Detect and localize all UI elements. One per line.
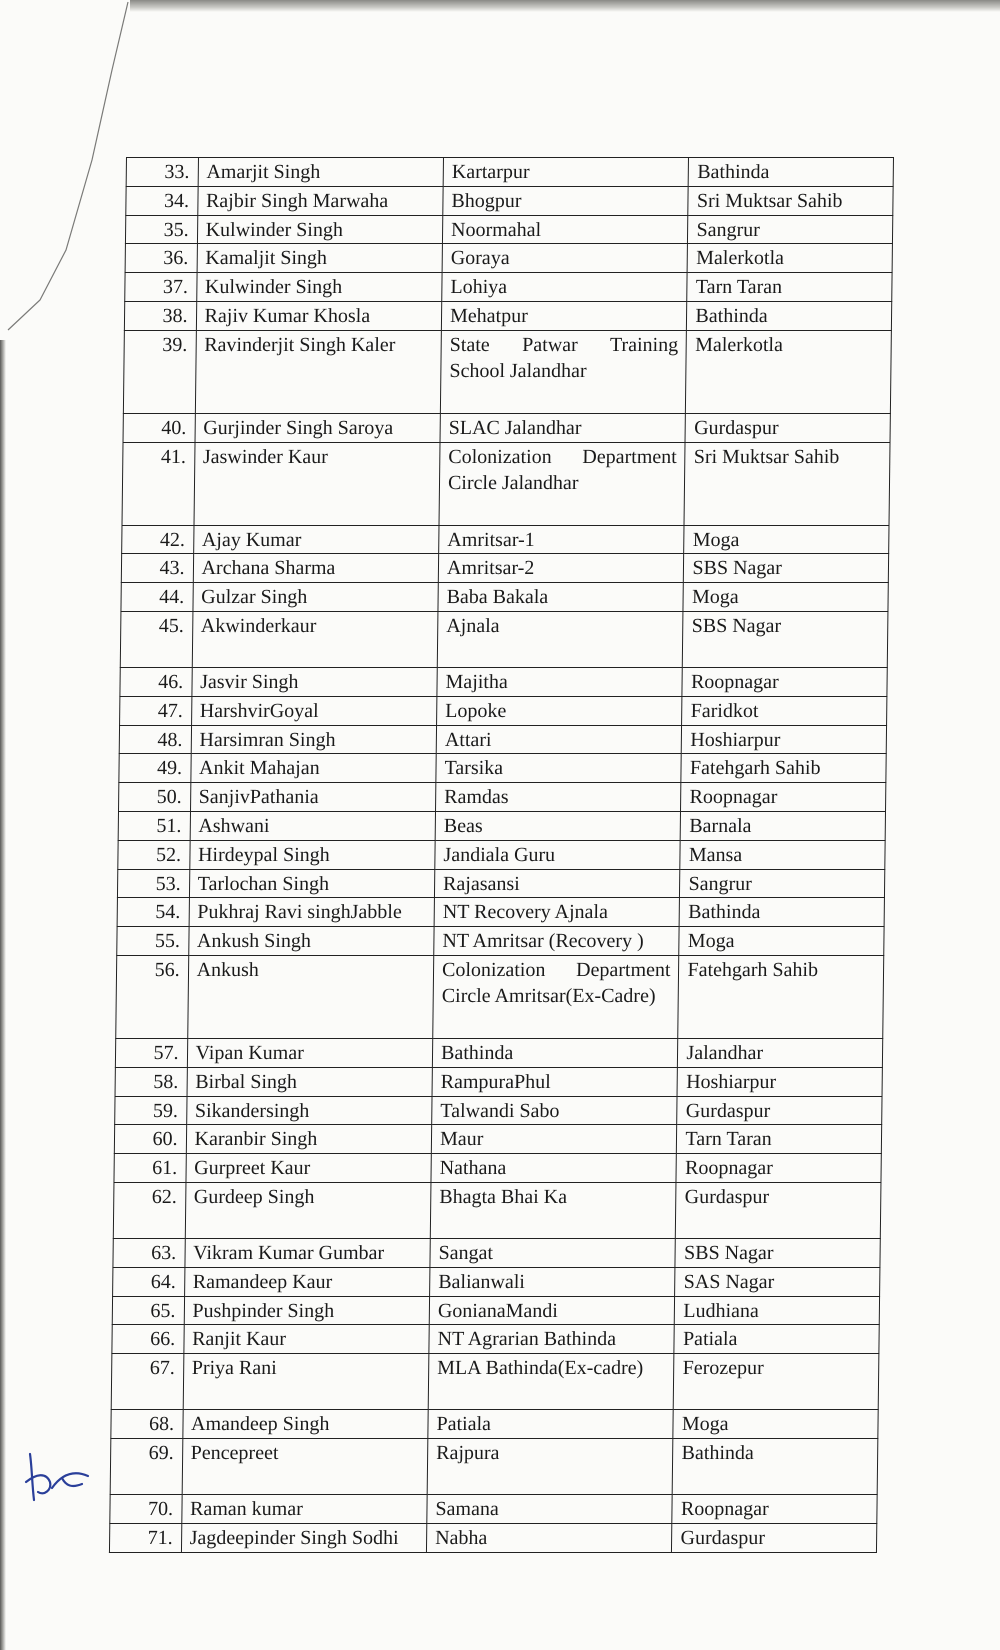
- employee-name: Ajay Kumar: [193, 525, 439, 554]
- scan-shadow-top: [130, 0, 1000, 12]
- serial-number: 64.: [113, 1267, 185, 1296]
- serial-number: 55.: [117, 927, 189, 956]
- serial-number: 34.: [126, 186, 198, 215]
- serial-number: 50.: [119, 783, 191, 812]
- paper-fold-line: [0, 0, 140, 340]
- serial-number: 38.: [124, 301, 196, 330]
- table-row: [122, 525, 889, 554]
- table-row: [120, 667, 887, 696]
- posted-from: Ajnala: [437, 611, 683, 667]
- employee-name: Sikandersingh: [186, 1096, 432, 1125]
- posted-from: Ramdas: [436, 783, 682, 812]
- employee-name: Pushpinder Singh: [184, 1296, 430, 1325]
- table-row: [117, 869, 884, 898]
- serial-number: 53.: [117, 869, 189, 898]
- table-row: [112, 1325, 879, 1354]
- posted-from: Bhagta Bhai Ka: [430, 1182, 676, 1238]
- serial-number: 58.: [115, 1067, 187, 1096]
- employee-name: Akwinderkaur: [192, 611, 438, 667]
- table-row: [112, 1296, 879, 1325]
- table-row: [119, 783, 886, 812]
- posted-from: Nathana: [431, 1154, 677, 1183]
- employee-name: Jagdeepinder Singh Sodhi: [181, 1523, 427, 1552]
- serial-number: 51.: [118, 811, 190, 840]
- handwritten-initials: [22, 1448, 92, 1508]
- posted-from: Rajasansi: [434, 869, 680, 898]
- table-row: [124, 301, 891, 330]
- employee-name: Raman kumar: [181, 1494, 427, 1523]
- posted-from: Goraya: [442, 244, 688, 273]
- posted-from: GonianaMandi: [429, 1296, 675, 1325]
- table-row: [117, 927, 884, 956]
- employee-name: Hirdeypal Singh: [189, 840, 435, 869]
- posted-from: Lopoke: [437, 696, 683, 725]
- table-row: [126, 158, 893, 187]
- posted-to: Roopnagar: [681, 783, 886, 812]
- posted-to: Sri Muktsar Sahib: [684, 442, 890, 525]
- posted-from: Tarsika: [436, 754, 682, 783]
- serial-number: 44.: [121, 583, 193, 612]
- posted-to: Moga: [679, 927, 884, 956]
- serial-number: 33.: [126, 158, 198, 187]
- posted-from: NT Recovery Ajnala: [434, 898, 680, 927]
- posted-to: Jalandhar: [678, 1038, 883, 1067]
- serial-number: 46.: [120, 667, 192, 696]
- posted-from: Majitha: [437, 667, 683, 696]
- employee-name: Pencepreet: [182, 1438, 428, 1494]
- posted-from: NT Agrarian Bathinda: [429, 1325, 675, 1354]
- employee-name: Ankush Singh: [188, 927, 434, 956]
- posted-to: Fatehgarh Sahib: [681, 754, 886, 783]
- posted-to: Barnala: [681, 811, 886, 840]
- posted-to: Mansa: [680, 840, 885, 869]
- posted-from: Attari: [436, 725, 682, 754]
- posted-to: Gurdaspur: [685, 413, 890, 442]
- posted-to: Bathinda: [689, 158, 894, 187]
- table-row: [114, 1125, 881, 1154]
- table-row: [119, 754, 886, 783]
- posted-to: Sangrur: [680, 869, 885, 898]
- employee-name: Ranjit Kaur: [183, 1325, 429, 1354]
- posted-to: Hoshiarpur: [682, 725, 887, 754]
- employee-name: Ashwani: [190, 811, 436, 840]
- posted-from: Beas: [435, 811, 681, 840]
- employee-name: Ankit Mahajan: [190, 754, 436, 783]
- employee-name: Gurdeep Singh: [185, 1182, 431, 1238]
- scan-shadow-left: [0, 340, 6, 1650]
- posted-to: Faridkot: [682, 696, 887, 725]
- posted-to: Hoshiarpur: [677, 1067, 882, 1096]
- posted-to: Moga: [684, 525, 889, 554]
- posted-to: Patiala: [674, 1325, 879, 1354]
- posted-from: Amritsar-2: [438, 554, 684, 583]
- serial-number: 41.: [122, 442, 195, 525]
- serial-number: 60.: [114, 1125, 186, 1154]
- posted-from: Talwandi Sabo: [432, 1096, 678, 1125]
- employee-name: Kulwinder Singh: [196, 273, 442, 302]
- posted-to: Gurdaspur: [676, 1182, 881, 1238]
- employee-name: Rajbir Singh Marwaha: [197, 186, 443, 215]
- employee-name: Vikram Kumar Gumbar: [185, 1238, 431, 1267]
- serial-number: 35.: [125, 215, 197, 244]
- employee-name: Amarjit Singh: [198, 158, 444, 187]
- table-row: [115, 1067, 882, 1096]
- posted-to: Malerkotla: [688, 244, 893, 273]
- serial-number: 56.: [116, 955, 189, 1038]
- posted-to: SAS Nagar: [675, 1267, 880, 1296]
- table-row: [123, 413, 890, 442]
- employee-name: HarshvirGoyal: [191, 696, 437, 725]
- posted-to: Bathinda: [687, 301, 892, 330]
- serial-number: 49.: [119, 754, 191, 783]
- posted-to: Ferozepur: [674, 1354, 879, 1410]
- employee-name: Kulwinder Singh: [197, 215, 443, 244]
- posted-from: Amritsar-1: [439, 525, 685, 554]
- serial-number: 48.: [119, 725, 191, 754]
- table-row: [120, 696, 887, 725]
- employee-name: Amandeep Singh: [182, 1410, 428, 1439]
- posted-to: Tarn Taran: [677, 1125, 882, 1154]
- serial-number: 52.: [118, 840, 190, 869]
- employee-name: Priya Rani: [183, 1354, 429, 1410]
- table-row: [113, 1238, 880, 1267]
- serial-number: 43.: [121, 554, 193, 583]
- employee-name: Harsimran Singh: [191, 725, 437, 754]
- posted-to: Moga: [673, 1410, 878, 1439]
- posted-from: SLAC Jalandhar: [440, 413, 686, 442]
- employee-name: Karanbir Singh: [186, 1125, 432, 1154]
- posted-from: Nabha: [426, 1523, 672, 1552]
- employee-name: Rajiv Kumar Khosla: [196, 301, 442, 330]
- serial-number: 63.: [113, 1238, 185, 1267]
- serial-number: 37.: [125, 273, 197, 302]
- employee-name: Ravinderjit Singh Kaler: [195, 330, 441, 413]
- serial-number: 39.: [123, 330, 196, 413]
- employee-name: Ramandeep Kaur: [184, 1267, 430, 1296]
- posted-from: Patiala: [428, 1410, 674, 1439]
- table-row: [115, 1096, 882, 1125]
- serial-number: 67.: [111, 1354, 183, 1410]
- table-row: [110, 1494, 877, 1523]
- posted-from: Mehatpur: [441, 301, 687, 330]
- serial-number: 54.: [117, 898, 189, 927]
- table-row: [123, 330, 891, 413]
- posted-from: Colonization Department Circle Jalandhar: [439, 442, 685, 525]
- posted-to: Fatehgarh Sahib: [678, 955, 884, 1038]
- posted-to: Roopnagar: [672, 1494, 877, 1523]
- posted-to: Ludhiana: [675, 1296, 880, 1325]
- posted-from: Kartarpur: [443, 158, 689, 187]
- posted-to: SBS Nagar: [683, 611, 888, 667]
- posted-from: Bathinda: [432, 1038, 678, 1067]
- posted-from: RampuraPhul: [432, 1067, 678, 1096]
- serial-number: 61.: [114, 1154, 186, 1183]
- posted-to: Gurdaspur: [672, 1523, 877, 1552]
- posted-from: Rajpura: [427, 1438, 673, 1494]
- employee-name: Gurpreet Kaur: [186, 1154, 432, 1183]
- employee-name: Ankush: [187, 955, 433, 1038]
- posted-to: Tarn Taran: [687, 273, 892, 302]
- serial-number: 59.: [115, 1096, 187, 1125]
- posted-to: Bathinda: [680, 898, 885, 927]
- employee-name: Pukhraj Ravi singhJabble: [189, 898, 435, 927]
- table-row: [111, 1354, 879, 1410]
- posted-to: Malerkotla: [686, 330, 892, 413]
- table-row: [114, 1154, 881, 1183]
- serial-number: 45.: [120, 611, 192, 667]
- posted-from: Balianwali: [430, 1267, 676, 1296]
- table-row: [120, 611, 888, 667]
- serial-number: 65.: [112, 1296, 184, 1325]
- table-row: [125, 273, 892, 302]
- posted-to: Roopnagar: [676, 1154, 881, 1183]
- posted-from: Sangat: [430, 1238, 676, 1267]
- employee-name: Gurjinder Singh Saroya: [195, 413, 441, 442]
- posted-to: Moga: [683, 583, 888, 612]
- posted-to: Sri Muktsar Sahib: [688, 186, 893, 215]
- posted-from: NT Amritsar (Recovery ): [434, 927, 680, 956]
- posted-from: State Patwar Training School Jalandhar: [440, 330, 686, 413]
- table-row: [111, 1410, 878, 1439]
- table-row: [125, 215, 892, 244]
- serial-number: 62.: [113, 1182, 185, 1238]
- employee-name: Archana Sharma: [193, 554, 439, 583]
- serial-number: 40.: [123, 413, 195, 442]
- serial-number: 69.: [110, 1438, 182, 1494]
- posted-from: MLA Bathinda(Ex-cadre): [428, 1354, 674, 1410]
- posted-from: Noormahal: [442, 215, 688, 244]
- serial-number: 36.: [125, 244, 197, 273]
- table-row: [109, 1523, 876, 1552]
- employee-name: Gulzar Singh: [193, 583, 439, 612]
- posted-to: SBS Nagar: [675, 1238, 880, 1267]
- posted-from: Colonization Department Circle Amritsar(Ex-Cadre): [433, 955, 679, 1038]
- table-row: [118, 811, 885, 840]
- employee-name: Tarlochan Singh: [189, 869, 435, 898]
- table-row: [122, 442, 890, 525]
- posted-to: Sangrur: [688, 215, 893, 244]
- serial-number: 70.: [110, 1494, 182, 1523]
- posted-to: Gurdaspur: [677, 1096, 882, 1125]
- transfer-table: [109, 157, 894, 1553]
- serial-number: 47.: [120, 696, 192, 725]
- table-row: [126, 186, 893, 215]
- posted-from: Maur: [431, 1125, 677, 1154]
- serial-number: 57.: [115, 1038, 187, 1067]
- table-row: [121, 583, 888, 612]
- posted-from: Bhogpur: [443, 186, 689, 215]
- table-row: [118, 840, 885, 869]
- serial-number: 66.: [112, 1325, 184, 1354]
- serial-number: 42.: [122, 525, 194, 554]
- table-row: [110, 1438, 878, 1494]
- employee-name: SanjivPathania: [190, 783, 436, 812]
- serial-number: 71.: [109, 1523, 181, 1552]
- table-row: [121, 554, 888, 583]
- posted-from: Samana: [427, 1494, 673, 1523]
- table-row: [117, 898, 884, 927]
- serial-number: 68.: [111, 1410, 183, 1439]
- posted-from: Baba Bakala: [438, 583, 684, 612]
- employee-name: Jasvir Singh: [191, 667, 437, 696]
- table-row: [113, 1182, 881, 1238]
- employee-name: Kamaljit Singh: [197, 244, 443, 273]
- posted-from: Jandiala Guru: [435, 840, 681, 869]
- posted-to: Roopnagar: [682, 667, 887, 696]
- table-row: [115, 1038, 882, 1067]
- employee-name: Jaswinder Kaur: [194, 442, 440, 525]
- employee-name: Birbal Singh: [187, 1067, 433, 1096]
- posted-to: Bathinda: [673, 1438, 878, 1494]
- posted-to: SBS Nagar: [684, 554, 889, 583]
- posted-from: Lohiya: [442, 273, 688, 302]
- table-row: [125, 244, 892, 273]
- table-row: [113, 1267, 880, 1296]
- table-row: [119, 725, 886, 754]
- employee-name: Vipan Kumar: [187, 1038, 433, 1067]
- table-row: [116, 955, 884, 1038]
